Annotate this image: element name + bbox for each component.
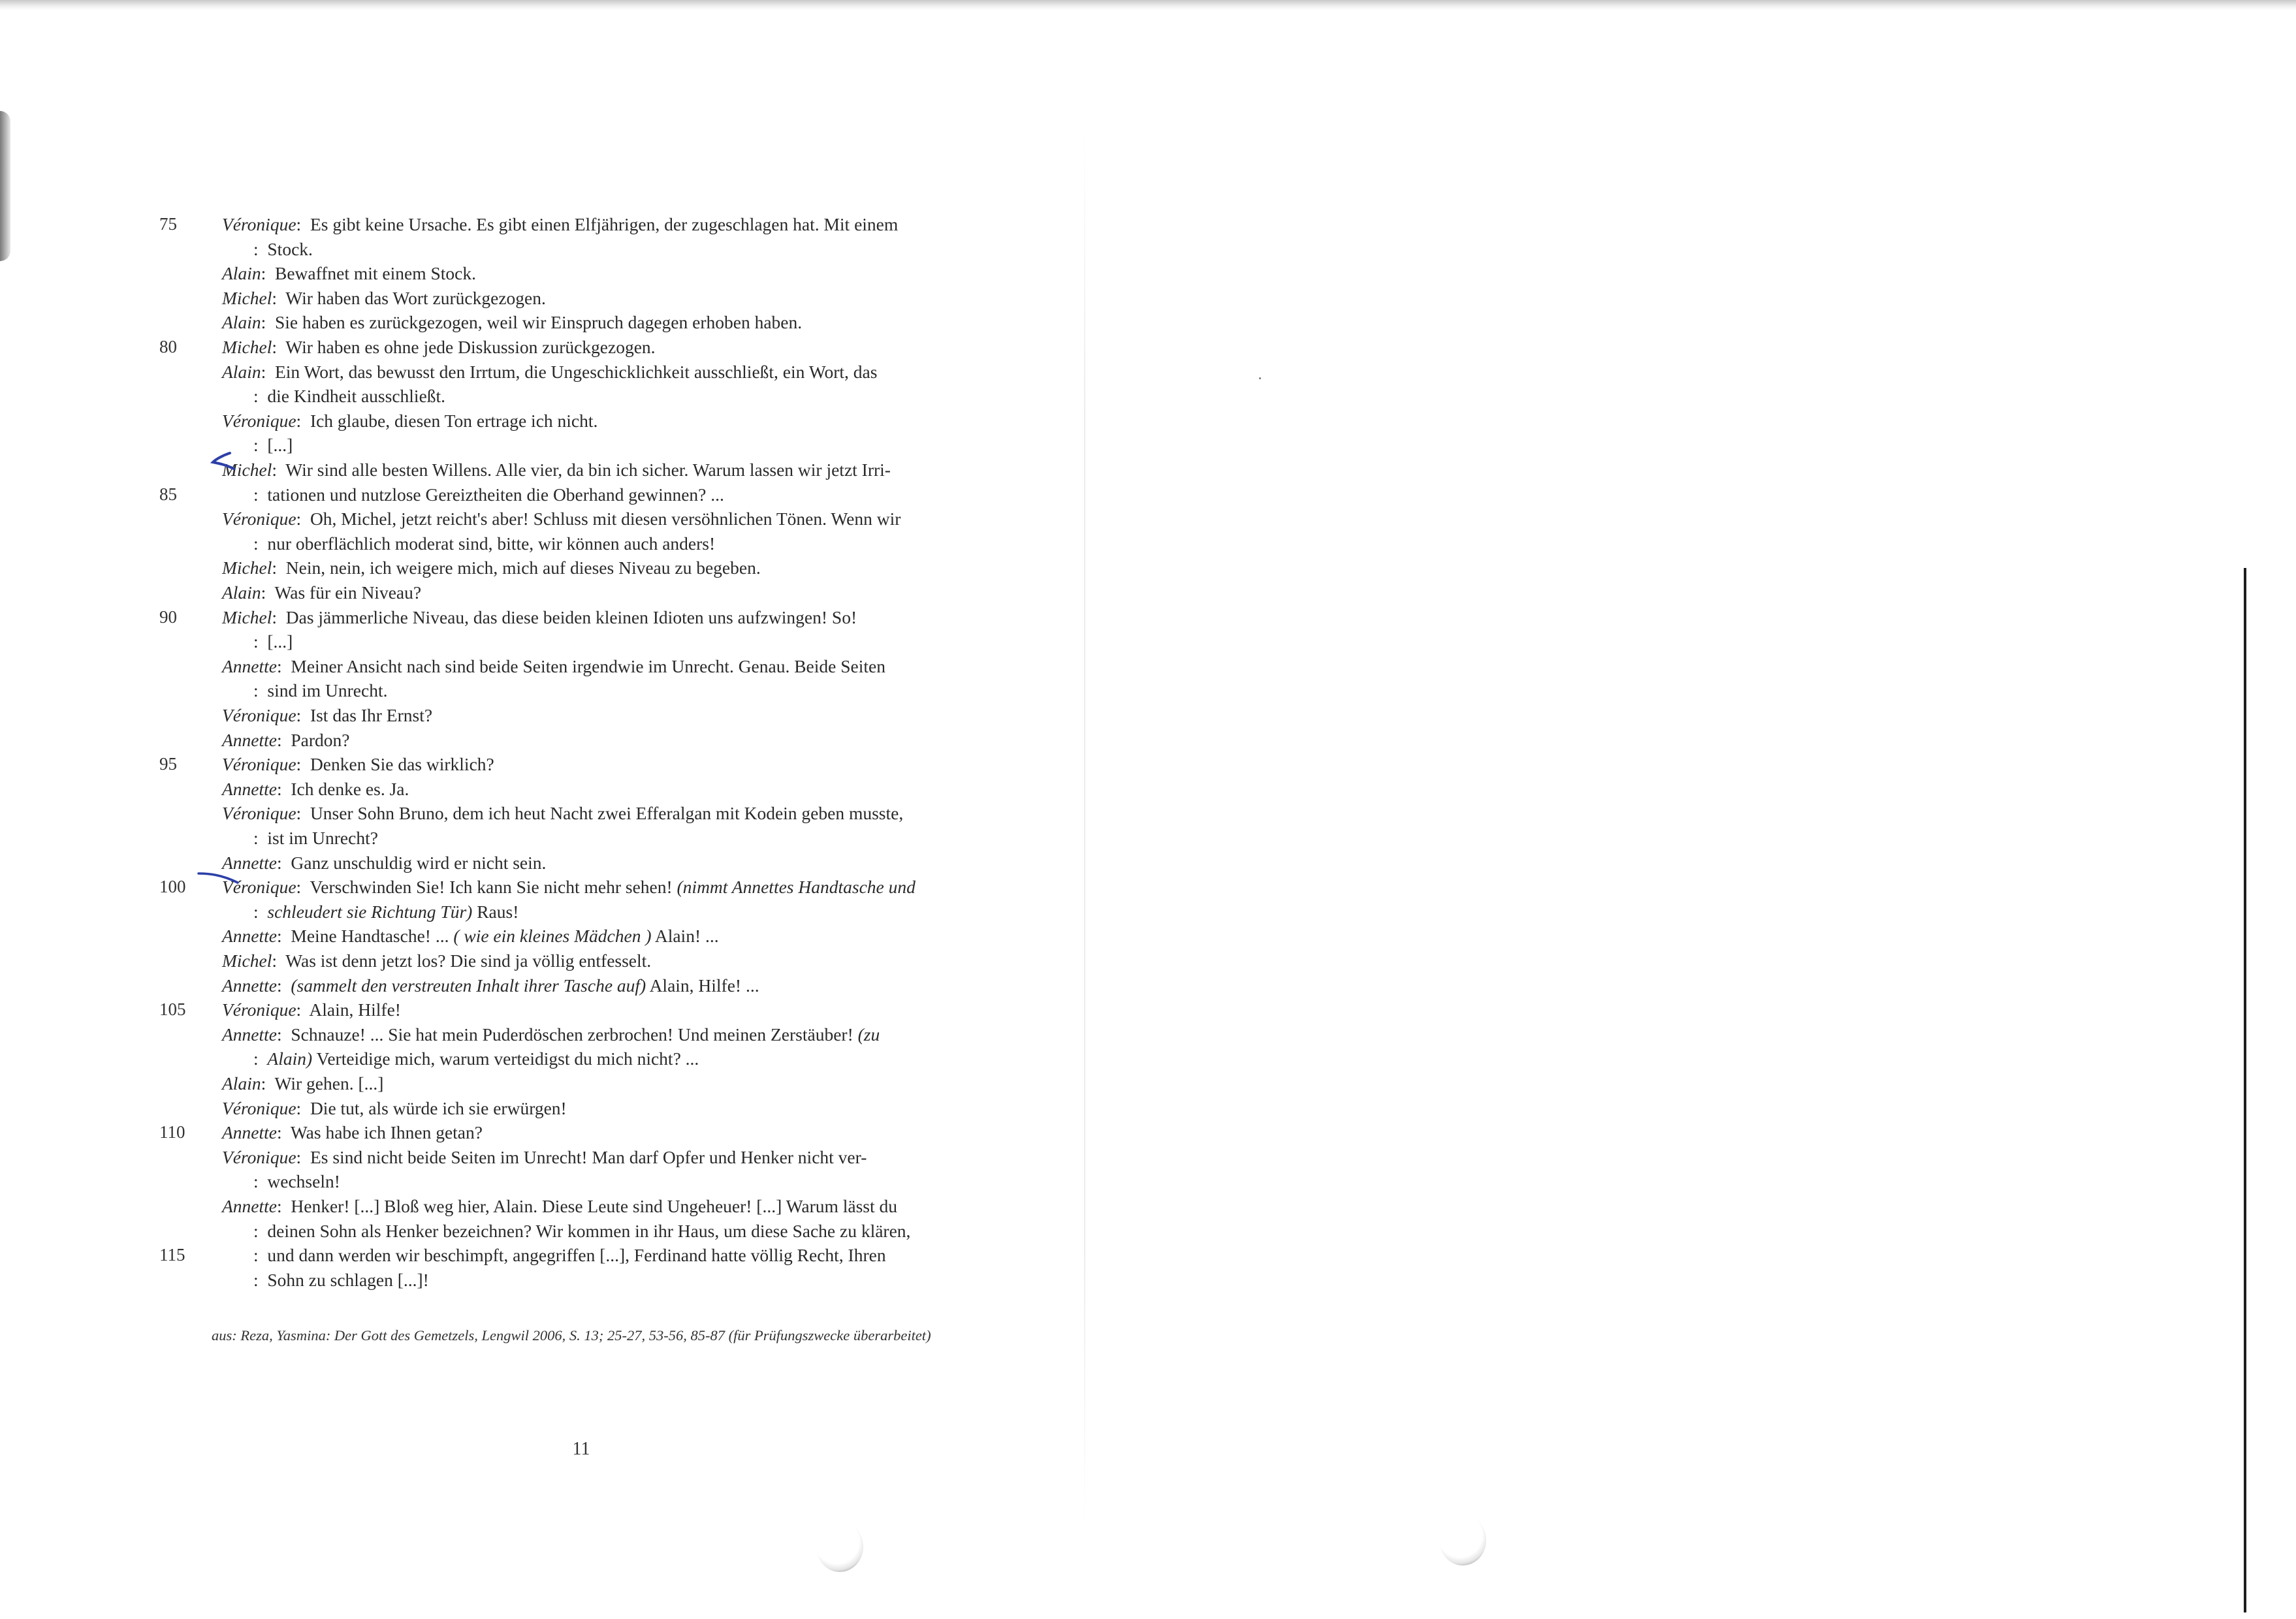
speaker-name: Véronique — [222, 803, 296, 824]
dialogue-text: Es gibt keine Ursache. Es gibt einen Elfjährigen, der zugeschlagen hat. Mit einem — [310, 214, 899, 234]
text-line — [0, 558, 1084, 582]
line-text: Annette: Schnauze! ... Sie hat mein Puderdöschen zerbrochen! Und meinen Zerstäuber! (zu — [222, 1024, 880, 1045]
text-line — [0, 877, 1084, 902]
dialogue-text: Verteidige mich, warum verteidigst du mich nicht? ... — [316, 1048, 699, 1069]
speaker-name: Annette — [222, 1196, 277, 1216]
text-line — [0, 1024, 1084, 1049]
line-text: Alain: Ein Wort, das bewusst den Irrtum, die Ungeschicklichkeit ausschließt, ein Wort, das — [222, 361, 878, 382]
stage-direction: Alain) — [267, 1048, 313, 1069]
speaker-name: Annette — [222, 1122, 277, 1143]
dialogue-text: wechseln! — [267, 1171, 340, 1192]
line-text: Véronique: Alain, Hilfe! — [222, 999, 401, 1020]
dialogue-text: deinen Sohn als Henker bezeichnen? Wir kommen in ihr Haus, um diese Sache zu klären, — [267, 1220, 911, 1241]
dialogue-text: Die tut, als würde ich sie erwürgen! — [310, 1097, 567, 1118]
line-number: 100 — [159, 877, 186, 897]
line-number: 75 — [159, 214, 177, 234]
line-number: 85 — [159, 484, 177, 504]
speaker-name: Véronique — [222, 754, 296, 775]
stage-direction: (zu — [857, 1024, 880, 1045]
speaker-name: Michel — [222, 337, 272, 357]
text-line — [0, 1048, 1084, 1073]
text-line — [0, 214, 1084, 239]
text-line — [0, 999, 1084, 1024]
line-text: Véronique: Es sind nicht beide Seiten im Unrecht! Man darf Opfer und Henker nicht ver- — [222, 1146, 867, 1167]
text-line — [0, 779, 1084, 804]
line-number: 115 — [159, 1245, 185, 1265]
dialogue-text: Wir haben es ohne jede Diskussion zurückgezogen. — [285, 337, 656, 357]
line-text: Alain: Wir gehen. [...] — [222, 1073, 384, 1093]
text-line — [0, 411, 1084, 435]
line-text: Annette: Henker! [...] Bloß weg hier, Alain. Diese Leute sind Ungeheuer! [...] Warum lässt du — [222, 1196, 898, 1216]
speaker-name: Véronique — [222, 410, 296, 431]
text-line — [0, 1147, 1084, 1172]
dialogue-text: Pardon? — [291, 729, 350, 750]
line-text: Annette: Ganz unschuldig wird er nicht sein. — [222, 852, 547, 873]
dialogue-text: Wir haben das Wort zurückgezogen. — [285, 287, 546, 308]
text-line — [0, 803, 1084, 828]
line-text: : und dann werden wir beschimpft, angegriffen [...], Ferdinand hatte völlig Recht, Ihren — [253, 1245, 886, 1266]
line-text: Annette: Meine Handtasche! ... ( wie ein kleines Mädchen ) Alain! ... — [222, 926, 719, 947]
dialogue-text: nur oberflächlich moderat sind, bitte, wir können auch anders! — [267, 533, 716, 554]
text-line — [0, 435, 1084, 460]
dialogue-text: Wir sind alle besten Willens. Alle vier, da bin ich sicher. Warum lassen wir jetzt Irri- — [285, 460, 891, 480]
text-line — [0, 386, 1084, 411]
line-text: Annette: Meiner Ansicht nach sind beide Seiten irgendwie im Unrecht. Genau. Beide Seiten — [222, 655, 885, 676]
line-text: Véronique: Ich glaube, diesen Ton ertrage ich nicht. — [222, 410, 598, 431]
dialogue-text: Nein, nein, ich weigere mich, mich auf dieses Niveau zu begeben. — [285, 558, 761, 578]
line-number: 110 — [159, 1122, 185, 1142]
dialogue-text: Sie haben es zurückgezogen, weil wir Einspruch dagegen erhoben haben. — [274, 312, 803, 333]
text-line — [0, 1171, 1084, 1196]
line-text: Véronique: Verschwinden Sie! Ich kann Sie nicht mehr sehen! (nimmt Annettes Handtasche und — [222, 877, 916, 898]
text-line — [0, 1122, 1084, 1147]
dialogue-text: Ich denke es. Ja. — [291, 778, 409, 799]
text-line — [0, 582, 1084, 607]
stage-direction: (nimmt Annettes Handtasche und — [677, 877, 916, 898]
speaker-name: Véronique — [222, 1097, 296, 1118]
text-line — [0, 362, 1084, 386]
line-text: Véronique: Es gibt keine Ursache. Es gibt einen Elfjährigen, der zugeschlagen hat. Mit einem — [222, 214, 899, 234]
speaker-name: Alain — [222, 1073, 261, 1093]
text-line — [0, 705, 1084, 730]
dialogue-text: Alain, Hilfe! ... — [649, 975, 759, 996]
line-text: Alain: Sie haben es zurückgezogen, weil wir Einspruch dagegen erhoben haben. — [222, 312, 803, 333]
line-text: Alain: Was für ein Niveau? — [222, 582, 422, 603]
speaker-name: Annette — [222, 778, 277, 799]
text-line — [0, 337, 1084, 362]
line-text: Véronique: Denken Sie das wirklich? — [222, 754, 494, 775]
dialogue-text: Meiner Ansicht nach sind beide Seiten irgendwie im Unrecht. Genau. Beide Seiten — [291, 655, 885, 676]
line-text: Michel: Nein, nein, ich weigere mich, mich auf dieses Niveau zu begeben. — [222, 558, 761, 578]
speaker-name: Michel — [222, 606, 272, 627]
dialogue-text: [...] — [267, 631, 293, 652]
dialogue-text: sind im Unrecht. — [267, 680, 388, 701]
dialogue-text: Das jämmerliche Niveau, das diese beiden kleinen Idioten uns aufzwingen! So! — [285, 606, 857, 627]
dialogue-text: Denken Sie das wirklich? — [310, 754, 494, 775]
text-line — [0, 1073, 1084, 1098]
text-line — [0, 263, 1084, 288]
text-line — [0, 656, 1084, 681]
text-line — [0, 754, 1084, 779]
line-text: : schleudert sie Richtung Tür) Raus! — [253, 901, 519, 922]
speaker-name: Alain — [222, 263, 261, 284]
text-line — [0, 680, 1084, 705]
dialogue-text: Schnauze! ... Sie hat mein Puderdöschen zerbrochen! Und meinen Zerstäuber! — [291, 1024, 853, 1045]
speaker-name: Alain — [222, 582, 261, 603]
text-line — [0, 926, 1084, 951]
stage-direction: schleudert sie Richtung Tür) — [267, 901, 473, 922]
line-text: : Alain) Verteidige mich, warum verteidigst du mich nicht? ... — [253, 1048, 699, 1069]
text-line — [0, 607, 1084, 632]
text-line — [0, 902, 1084, 926]
speaker-name: Michel — [222, 287, 272, 308]
line-text: : [...] — [253, 435, 293, 456]
line-text: Michel: Wir haben das Wort zurückgezogen. — [222, 287, 546, 308]
dialogue-text: Bewaffnet mit einem Stock. — [274, 263, 477, 284]
text-line — [0, 460, 1084, 484]
dialogue-text: Was habe ich Ihnen getan? — [290, 1122, 483, 1143]
text-line — [0, 533, 1084, 558]
source-citation: aus: Reza, Yasmina: Der Gott des Gemetzels, Lengwil 2006, S. 13; 25-27, 53-56, 85-87 (für Prüfungszwecke überarbeitet) — [212, 1327, 931, 1344]
text-line — [0, 730, 1084, 755]
dialogue-text: Oh, Michel, jetzt reicht's aber! Schluss mit diesen versöhnlichen Tönen. Wenn wir — [310, 509, 901, 529]
page-number: 11 — [572, 1439, 590, 1459]
text-line — [0, 239, 1084, 264]
line-number: 80 — [159, 337, 177, 356]
speaker-name: Annette — [222, 852, 277, 873]
line-text: Annette: (sammelt den verstreuten Inhalt ihrer Tasche auf) Alain, Hilfe! ... — [222, 975, 759, 996]
speaker-name: Michel — [222, 558, 272, 578]
speaker-name: Annette — [222, 1024, 277, 1045]
speaker-name: Alain — [222, 361, 261, 382]
speaker-name: Véronique — [222, 509, 296, 529]
text-line — [0, 631, 1084, 656]
dialogue-text: Ich glaube, diesen Ton ertrage ich nicht. — [310, 410, 598, 431]
dialogue-text: Was ist denn jetzt los? Die sind ja völlig entfesselt. — [285, 951, 652, 971]
line-text: Véronique: Unser Sohn Bruno, dem ich heut Nacht zwei Efferalgan mit Kodein geben musste, — [222, 803, 904, 824]
dialogue-text: Raus! — [477, 901, 519, 922]
text-line — [0, 1196, 1084, 1221]
page-fold — [1084, 131, 1085, 1528]
line-text: : ist im Unrecht? — [253, 828, 378, 848]
dialogue-text: Unser Sohn Bruno, dem ich heut Nacht zwei Efferalgan mit Kodein geben musste, — [310, 803, 904, 824]
text-line — [0, 509, 1084, 533]
punch-hole-right — [1439, 1515, 1486, 1565]
line-text: Annette: Ich denke es. Ja. — [222, 778, 409, 799]
dialogue-text: Verschwinden Sie! Ich kann Sie nicht mehr sehen! — [310, 877, 673, 898]
text-line — [0, 975, 1084, 1000]
text-line — [0, 484, 1084, 509]
dialogue-text: Sohn zu schlagen [...]! — [267, 1269, 429, 1290]
text-line — [0, 288, 1084, 313]
dialogue-text: Wir gehen. [...] — [274, 1073, 384, 1093]
speck — [1259, 377, 1261, 379]
line-text: Michel: Was ist denn jetzt los? Die sind ja völlig entfesselt. — [222, 951, 652, 971]
speaker-name: Annette — [222, 655, 277, 676]
dialogue-text: Was für ein Niveau? — [274, 582, 422, 603]
dialogue-text: Ganz unschuldig wird er nicht sein. — [291, 852, 547, 873]
text-line — [0, 853, 1084, 877]
speaker-name: Alain — [222, 312, 261, 333]
dialogue-text: Henker! [...] Bloß weg hier, Alain. Diese Leute sind Ungeheuer! [...] Warum lässt du — [291, 1196, 898, 1216]
text-line — [0, 828, 1084, 853]
line-text: Véronique: Oh, Michel, jetzt reicht's aber! Schluss mit diesen versöhnlichen Tönen. Wenn wir — [222, 509, 901, 529]
dialogue-text: Alain! ... — [654, 926, 719, 947]
speaker-name: Michel — [222, 460, 272, 480]
line-text: Alain: Bewaffnet mit einem Stock. — [222, 263, 477, 284]
text-line — [0, 1221, 1084, 1246]
dialogue-text: ist im Unrecht? — [267, 828, 378, 848]
dialogue-text: Es sind nicht beide Seiten im Unrecht! Man darf Opfer und Henker nicht ver- — [310, 1146, 867, 1167]
speaker-name: Annette — [222, 975, 277, 996]
stage-direction: ( wie ein kleines Mädchen ) — [453, 926, 652, 947]
line-text: : die Kindheit ausschließt. — [253, 386, 446, 407]
stage-direction: (sammelt den verstreuten Inhalt ihrer Tasche auf) — [291, 975, 646, 996]
dialogue-text: [...] — [267, 435, 293, 456]
line-text: : Stock. — [253, 238, 313, 259]
dialogue-text: Meine Handtasche! ... — [291, 926, 449, 947]
dialogue-text: Ein Wort, das bewusst den Irrtum, die Ungeschicklichkeit ausschließt, ein Wort, das — [274, 361, 878, 382]
dialogue-text: tationen und nutzlose Gereiztheiten die Oberhand gewinnen? ... — [267, 484, 724, 505]
line-text: : deinen Sohn als Henker bezeichnen? Wir kommen in ihr Haus, um diese Sache zu klären, — [253, 1220, 911, 1241]
speaker-name: Annette — [222, 926, 277, 947]
line-text: : nur oberflächlich moderat sind, bitte, wir können auch anders! — [253, 533, 716, 554]
dialogue-text: Ist das Ihr Ernst? — [310, 705, 433, 725]
line-text: : tationen und nutzlose Gereiztheiten die Oberhand gewinnen? ... — [253, 484, 724, 505]
text-line — [0, 1098, 1084, 1123]
line-text: : wechseln! — [253, 1171, 340, 1192]
scan-right-edge — [2244, 568, 2246, 1612]
line-number: 105 — [159, 999, 186, 1020]
line-text: : sind im Unrecht. — [253, 680, 388, 701]
text-line — [0, 1270, 1084, 1295]
speaker-name: Véronique — [222, 214, 296, 234]
dialogue-text: und dann werden wir beschimpft, angegriffen [...], Ferdinand hatte völlig Recht, Ihren — [267, 1245, 886, 1266]
line-text: Michel: Das jämmerliche Niveau, das diese beiden kleinen Idioten uns aufzwingen! So! — [222, 606, 857, 627]
line-text: Véronique: Die tut, als würde ich sie erwürgen! — [222, 1097, 567, 1118]
dialogue-text: Stock. — [267, 238, 313, 259]
line-text: Annette: Pardon? — [222, 729, 350, 750]
document-page — [0, 0, 1084, 1619]
speaker-name: Véronique — [222, 999, 296, 1020]
line-number: 90 — [159, 606, 177, 627]
line-text: Annette: Was habe ich Ihnen getan? — [222, 1122, 483, 1143]
text-line — [0, 1245, 1084, 1270]
dialogue-text: die Kindheit ausschließt. — [267, 386, 446, 407]
line-text: Michel: Wir sind alle besten Willens. Alle vier, da bin ich sicher. Warum lassen wir jetzt Irri- — [222, 460, 891, 480]
speaker-name: Annette — [222, 729, 277, 750]
text-line — [0, 951, 1084, 975]
text-line — [0, 312, 1084, 337]
speaker-name: Véronique — [222, 1146, 296, 1167]
line-number: 95 — [159, 754, 177, 774]
speaker-name: Véronique — [222, 877, 296, 898]
speaker-name: Véronique — [222, 705, 296, 725]
line-text: Michel: Wir haben es ohne jede Diskussion zurückgezogen. — [222, 337, 656, 357]
line-text: : [...] — [253, 631, 293, 652]
dialogue-text: Alain, Hilfe! — [309, 999, 401, 1020]
speaker-name: Michel — [222, 951, 272, 971]
line-text: Véronique: Ist das Ihr Ernst? — [222, 705, 433, 725]
line-text: : Sohn zu schlagen [...]! — [253, 1269, 429, 1290]
